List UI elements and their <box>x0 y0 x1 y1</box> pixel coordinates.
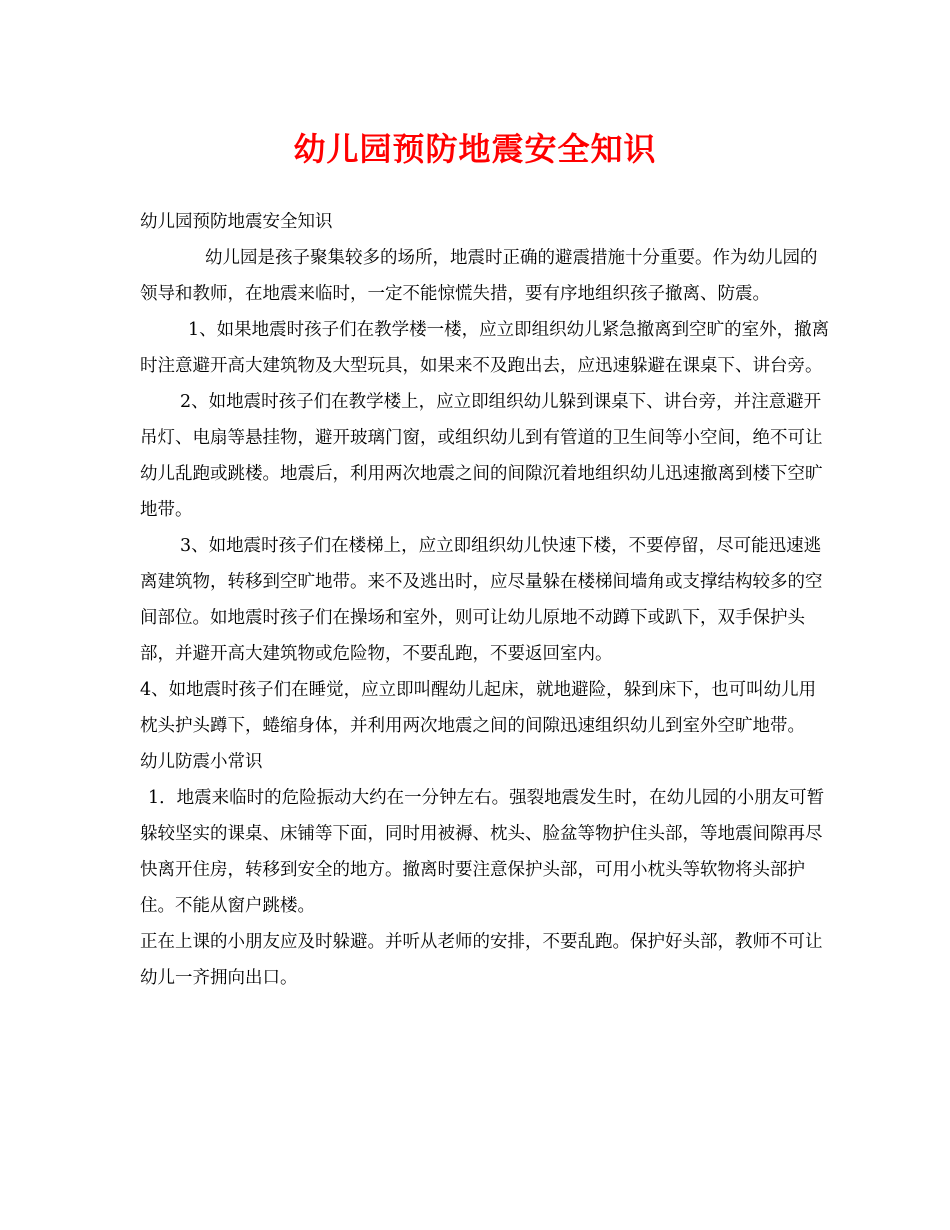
point-4-paragraph: 4、如地震时孩子们在睡觉，应立即叫醒幼儿起床，就地避险，躲到床下，也可叫幼儿用枕头护头蹲下，蜷缩身体，并利用两次地震之间的间隙迅速组织幼儿到室外空旷地带。 <box>140 680 817 736</box>
point-2-paragraph: 2、如地震时孩子们在教学楼上，应立即组织幼儿躲到课桌下、讲台旁，并注意避开吊灯、电扇等悬挂物，避开玻璃门窗，或组织幼儿到有管道的卫生间等小空间，绝不可让幼儿乱跑或跳楼。地震后，利用两次地震之间的间隙沉着地组织幼儿迅速撤离到楼下空旷地带。 <box>140 392 823 520</box>
classroom-paragraph: 正在上课的小朋友应及时躲避。并听从老师的安排，不要乱跑。保护好头部，教师不可让幼儿一齐拥向出口。 <box>140 932 823 988</box>
point-1-paragraph: 1、如果地震时孩子们在教学楼一楼，应立即组织幼儿紧急撤离到空旷的室外，撤离时注意避开高大建筑物及大型玩具，如果来不及跑出去，应迅速躲避在课桌下、讲台旁。 <box>140 320 830 376</box>
document-body <box>140 204 830 996</box>
intro-paragraph: 幼儿园是孩子聚集较多的场所，地震时正确的避震措施十分重要。作为幼儿园的领导和教师，在地震来临时，一定不能惊慌失措，要有序地组织孩子撤离、防震。 <box>140 248 818 304</box>
document-title: 幼儿园预防地震安全知识 <box>293 130 657 168</box>
point-3-paragraph: 3、如地震时孩子们在楼梯上，应立即组织幼儿快速下楼，不要停留，尽可能迅速逃离建筑物，转移到空旷地带。来不及逃出时，应尽量躲在楼梯间墙角或支撑结构较多的空间部位。如地震时孩子们在操场和室外，则可让幼儿原地不动蹲下或趴下，双手保护头部，并避开高大建筑物或危险物，不要乱跑，不要返回室内。 <box>140 536 823 664</box>
subtitle-paragraph: 幼儿园预防地震安全知识 <box>140 212 333 232</box>
tip-1-paragraph: 1．地震来临时的危险振动大约在一分钟左右。强裂地震发生时，在幼儿园的小朋友可暂躲较坚实的课桌、床铺等下面，同时用被褥、枕头、脸盆等物护住头部，等地震间隙再尽快离开住房，转移到安全的地方。撤离时要注意保护头部，可用小枕头等软物将头部护住。不能从窗户跳楼。 <box>140 788 825 916</box>
section-heading-tips: 幼儿防震小常识 <box>140 752 263 772</box>
